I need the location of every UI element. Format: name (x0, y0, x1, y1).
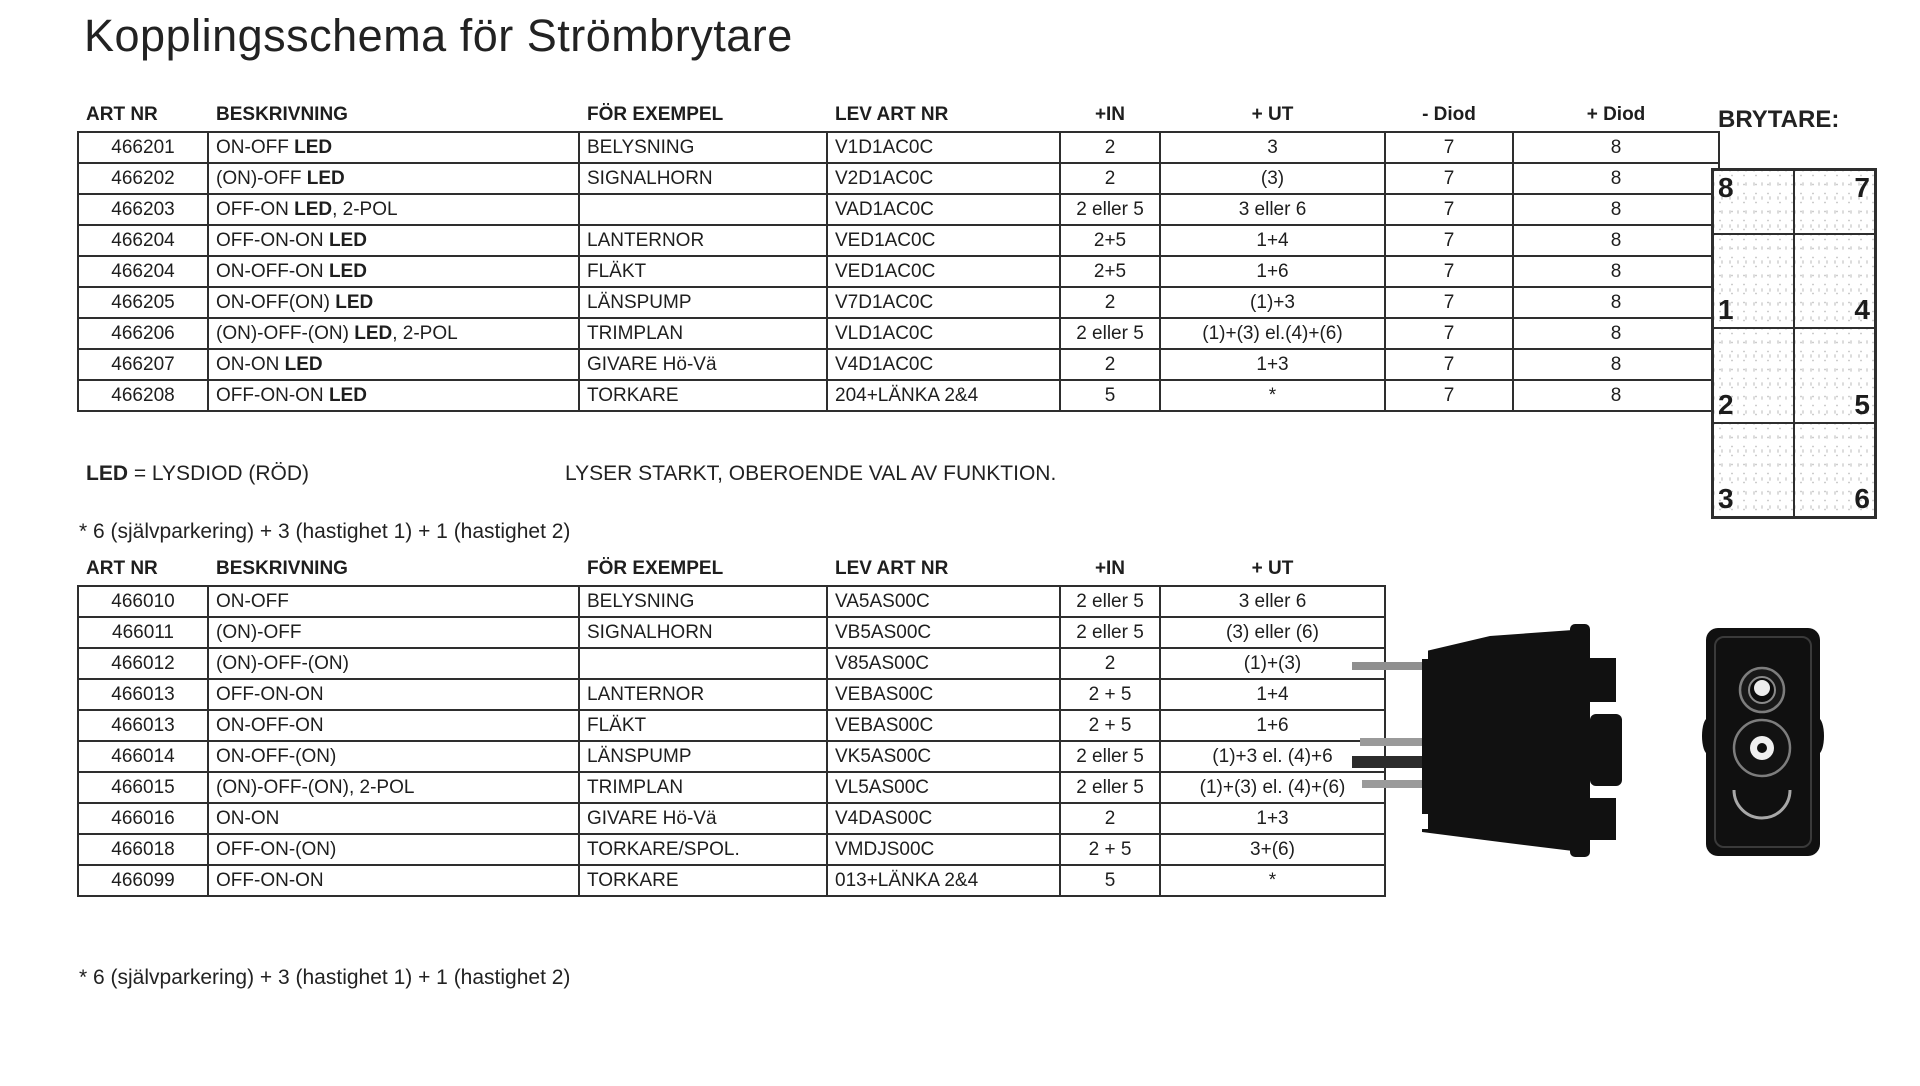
table-cell: 1+6 (1160, 256, 1385, 287)
table-cell: 7 (1385, 380, 1513, 411)
terminal-pin (1362, 780, 1422, 788)
table-cell: 8 (1513, 163, 1719, 194)
table-cell: 466018 (78, 834, 208, 865)
terminal-pin (1352, 756, 1423, 768)
table-cell: 8 (1513, 132, 1719, 163)
column-header: FÖR EXEMPEL (587, 104, 724, 125)
table-cell: 466016 (78, 803, 208, 834)
table-cell: OFF-ON-ON (208, 865, 579, 896)
column-header: +IN (1094, 558, 1126, 579)
table-cell: SIGNALHORN (579, 163, 827, 194)
brytare-cell (1794, 234, 1875, 328)
table-row (78, 710, 1385, 741)
table-cell: 466099 (78, 865, 208, 896)
table-cell: VED1AC0C (827, 225, 1060, 256)
table-row (78, 380, 1719, 411)
table-cell: 466014 (78, 741, 208, 772)
page-title: Kopplingsschema för Strömbrytare (84, 10, 793, 61)
column-header: ART NR (86, 104, 158, 125)
table-cell: 1+6 (1160, 710, 1385, 741)
table-row (78, 741, 1385, 772)
table-cell: 204+LÄNKA 2&4 (827, 380, 1060, 411)
side-lug (1702, 718, 1714, 754)
table-row (78, 349, 1719, 380)
table-cell: 466013 (78, 679, 208, 710)
table-cell: SIGNALHORN (579, 617, 827, 648)
table-cell: 7 (1385, 194, 1513, 225)
table-cell: * (1160, 865, 1385, 896)
wiper-footnote-2: * 6 (självparkering) + 3 (hastighet 1) + 1 (hastighet 2) (79, 966, 571, 989)
table-cell: 2 eller 5 (1060, 194, 1160, 225)
terminal-pin (1360, 738, 1422, 746)
table-cell: (1)+(3) (1160, 648, 1385, 679)
brytare-label: BRYTARE: (1718, 106, 1840, 133)
table-cell: OFF-ON LED, 2-POL (208, 194, 579, 225)
table-cell: 8 (1513, 380, 1719, 411)
table-cell: ON-ON LED (208, 349, 579, 380)
table-row (78, 287, 1719, 318)
table-cell: * (1160, 380, 1385, 411)
table-cell: V2D1AC0C (827, 163, 1060, 194)
table-cell: 466208 (78, 380, 208, 411)
table-row (78, 586, 1385, 617)
table-cell: (ON)-OFF (208, 617, 579, 648)
table-cell (579, 648, 827, 679)
upper-boss-center (1754, 680, 1770, 696)
table-cell: (3) eller (6) (1160, 617, 1385, 648)
led-brightness-note: LYSER STARKT, OBEROENDE VAL AV FUNKTION. (565, 462, 1057, 485)
column-header: + Diod (1586, 104, 1646, 125)
table-cell: 2 eller 5 (1060, 772, 1160, 803)
table-cell: 466204 (78, 256, 208, 287)
terminal-number: 8 (1718, 172, 1734, 203)
table-cell: 2 (1060, 287, 1160, 318)
table-cell: (1)+3 el. (4)+6 (1160, 741, 1385, 772)
table-cell: 8 (1513, 256, 1719, 287)
table-cell: VL5AS00C (827, 772, 1060, 803)
table-row (78, 803, 1385, 834)
table-cell: 7 (1385, 256, 1513, 287)
brytare-grid (1711, 168, 1877, 519)
table-cell: FLÄKT (579, 256, 827, 287)
table-cell: V4DAS00C (827, 803, 1060, 834)
table-cell: ON-OFF(ON) LED (208, 287, 579, 318)
terminal-number: 7 (1854, 172, 1870, 203)
table-cell: 1+4 (1160, 225, 1385, 256)
table-row (78, 834, 1385, 865)
table-cell: 2 eller 5 (1060, 617, 1160, 648)
table-cell (579, 194, 827, 225)
table-cell: 8 (1513, 287, 1719, 318)
bezel-tab (1590, 658, 1616, 702)
table-cell: OFF-ON-ON LED (208, 225, 579, 256)
table-cell: 466203 (78, 194, 208, 225)
terminal-number: 4 (1854, 294, 1870, 326)
table-cell: 8 (1513, 349, 1719, 380)
table-cell: 2+5 (1060, 256, 1160, 287)
table-cell: 2 eller 5 (1060, 741, 1160, 772)
table-cell: 7 (1385, 132, 1513, 163)
table-cell: ON-ON (208, 803, 579, 834)
table-cell: 466206 (78, 318, 208, 349)
table-cell: 5 (1060, 865, 1160, 896)
rocker-switch-rear-view-illustration (1700, 626, 1830, 861)
table-cell: 466012 (78, 648, 208, 679)
mounting-flange (1570, 624, 1590, 857)
table-cell: 466204 (78, 225, 208, 256)
table-cell: 013+LÄNKA 2&4 (827, 865, 1060, 896)
table-cell: LANTERNOR (579, 225, 827, 256)
table-cell: 2 + 5 (1060, 834, 1160, 865)
table-cell: 8 (1513, 225, 1719, 256)
table-row (78, 772, 1385, 803)
table-cell: VAD1AC0C (827, 194, 1060, 225)
standard-switch-table (77, 558, 1386, 897)
table-cell: (ON)-OFF-(ON) LED, 2-POL (208, 318, 579, 349)
table-cell: ON-OFF-ON (208, 710, 579, 741)
table-cell: V85AS00C (827, 648, 1060, 679)
terminal-number: 3 (1718, 483, 1734, 514)
table-cell: 466011 (78, 617, 208, 648)
brytare-cell (1794, 328, 1875, 422)
terminal-number: 1 (1718, 294, 1734, 326)
table-cell: 1+3 (1160, 803, 1385, 834)
table-cell: (1)+(3) el.(4)+(6) (1160, 318, 1385, 349)
led-definition-note (86, 462, 309, 486)
bezel-tab (1590, 798, 1616, 840)
table-cell: VB5AS00C (827, 617, 1060, 648)
table-cell: VK5AS00C (827, 741, 1060, 772)
table-cell: TORKARE (579, 865, 827, 896)
table-cell: VEBAS00C (827, 710, 1060, 741)
table-cell: 2 + 5 (1060, 710, 1160, 741)
table-cell: (ON)-OFF LED (208, 163, 579, 194)
terminal-number: 2 (1718, 388, 1734, 420)
led-note-bold: LED (86, 462, 128, 485)
table-cell: 2 (1060, 349, 1160, 380)
table-cell: 2+5 (1060, 225, 1160, 256)
side-lug (1812, 718, 1824, 754)
table-cell: V7D1AC0C (827, 287, 1060, 318)
table-cell: 2 + 5 (1060, 679, 1160, 710)
table-cell: LANTERNOR (579, 679, 827, 710)
table-cell: 2 (1060, 803, 1160, 834)
table-cell: V4D1AC0C (827, 349, 1060, 380)
table-cell: V1D1AC0C (827, 132, 1060, 163)
table-cell: 7 (1385, 349, 1513, 380)
table-cell: 1+4 (1160, 679, 1385, 710)
body-notch (1416, 646, 1428, 659)
table-cell: 2 eller 5 (1060, 318, 1160, 349)
table-cell: 2 eller 5 (1060, 586, 1160, 617)
table-cell: ON-OFF LED (208, 132, 579, 163)
table-cell: 466010 (78, 586, 208, 617)
table-cell: 8 (1513, 318, 1719, 349)
table-cell: OFF-ON-ON (208, 679, 579, 710)
table-row (78, 194, 1719, 225)
table-cell: OFF-ON-ON LED (208, 380, 579, 411)
column-header: FÖR EXEMPEL (587, 558, 724, 579)
brytare-cell (1713, 423, 1794, 517)
table-cell: 7 (1385, 287, 1513, 318)
table-cell: 3 (1160, 132, 1385, 163)
lower-boss-center (1757, 743, 1767, 753)
table-cell: 8 (1513, 194, 1719, 225)
table-cell: 2 (1060, 132, 1160, 163)
table-cell: 3+(6) (1160, 834, 1385, 865)
column-header: + UT (1251, 104, 1294, 125)
column-header: +IN (1094, 104, 1126, 125)
table-cell: VEBAS00C (827, 679, 1060, 710)
column-header: ART NR (86, 558, 158, 579)
table-cell: VMDJS00C (827, 834, 1060, 865)
table-cell: 7 (1385, 225, 1513, 256)
body-notch (1416, 814, 1428, 829)
table-cell: VA5AS00C (827, 586, 1060, 617)
brytare-cell (1794, 170, 1875, 234)
table-cell: TORKARE (579, 380, 827, 411)
terminal-number: 5 (1854, 388, 1870, 420)
table-cell: 2 (1060, 648, 1160, 679)
brytare-cell (1713, 234, 1794, 328)
terminal-number: 6 (1854, 483, 1870, 514)
table-cell: 2 (1060, 163, 1160, 194)
table-cell: 466205 (78, 287, 208, 318)
table-header-row (78, 558, 1385, 586)
rocker-switch-side-view-illustration (1350, 618, 1670, 863)
table-row (78, 132, 1719, 163)
brytare-cell (1713, 170, 1794, 234)
table-cell: (1)+3 (1160, 287, 1385, 318)
table-cell: 1+3 (1160, 349, 1385, 380)
table-cell: ON-OFF (208, 586, 579, 617)
table-cell: LÄNSPUMP (579, 287, 827, 318)
table-cell: (ON)-OFF-(ON) (208, 648, 579, 679)
table-header-row (78, 104, 1719, 132)
table-cell: ON-OFF-ON LED (208, 256, 579, 287)
table-cell: 3 eller 6 (1160, 194, 1385, 225)
table-cell: 7 (1385, 318, 1513, 349)
table-cell: 3 eller 6 (1160, 586, 1385, 617)
brytare-cell (1794, 423, 1875, 517)
table-cell: (3) (1160, 163, 1385, 194)
table-row (78, 225, 1719, 256)
column-header: BESKRIVNING (216, 104, 348, 125)
table-cell: 466207 (78, 349, 208, 380)
wiper-footnote-1: * 6 (självparkering) + 3 (hastighet 1) + 1 (hastighet 2) (79, 520, 571, 543)
column-header: LEV ART NR (835, 104, 949, 125)
table-cell: (1)+(3) el. (4)+(6) (1160, 772, 1385, 803)
table-cell: VLD1AC0C (827, 318, 1060, 349)
table-cell: TORKARE/SPOL. (579, 834, 827, 865)
table-cell: 7 (1385, 163, 1513, 194)
table-row (78, 679, 1385, 710)
led-note-rest: = LYSDIOD (RÖD) (128, 462, 310, 485)
column-header: LEV ART NR (835, 558, 949, 579)
brytare-cell (1713, 328, 1794, 422)
bezel-tab (1590, 714, 1622, 786)
table-row (78, 617, 1385, 648)
table-row (78, 648, 1385, 679)
table-cell: (ON)-OFF-(ON), 2-POL (208, 772, 579, 803)
table-row (78, 318, 1719, 349)
table-cell: 466013 (78, 710, 208, 741)
table-cell: GIVARE Hö-Vä (579, 349, 827, 380)
table-cell: FLÄKT (579, 710, 827, 741)
table-cell: OFF-ON-(ON) (208, 834, 579, 865)
table-cell: 5 (1060, 380, 1160, 411)
table-cell: TRIMPLAN (579, 772, 827, 803)
table-row (78, 865, 1385, 896)
table-row (78, 163, 1719, 194)
table-cell: VED1AC0C (827, 256, 1060, 287)
table-cell: 466201 (78, 132, 208, 163)
terminal-pin (1352, 662, 1422, 670)
table-cell: BELYSNING (579, 132, 827, 163)
table-cell: TRIMPLAN (579, 318, 827, 349)
table-cell: GIVARE Hö-Vä (579, 803, 827, 834)
table-cell: LÄNSPUMP (579, 741, 827, 772)
switch-body (1422, 630, 1573, 851)
table-row (78, 256, 1719, 287)
table-cell: 466202 (78, 163, 208, 194)
led-switch-table (77, 104, 1720, 412)
column-header: BESKRIVNING (216, 558, 348, 579)
column-header: + UT (1251, 558, 1294, 579)
table-cell: ON-OFF-(ON) (208, 741, 579, 772)
column-header: - Diod (1422, 104, 1476, 125)
table-cell: 466015 (78, 772, 208, 803)
table-cell: BELYSNING (579, 586, 827, 617)
